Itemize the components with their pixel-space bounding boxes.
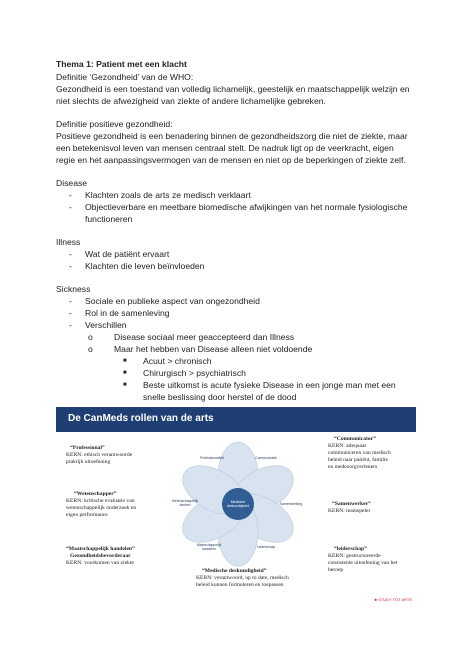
role-medische-deskundigheid: “Medische deskundigheid” KERN: verantwoord, up to date, medisch beleid kunnen formuleren en toepassen xyxy=(196,568,289,588)
square-bullet: ■ xyxy=(123,382,127,388)
petal-label-leiderschap: Leiderschap xyxy=(256,545,276,549)
role-samenwerker: “Samenwerker” KERN: teamspeler xyxy=(328,501,371,514)
petal-label-professionaliteit: Professionaliteit xyxy=(200,456,224,460)
role-leiderschap: “leiderschap” KERN: gestructureerde consistente uitoefening van het beroep xyxy=(328,546,398,573)
sickness-detail: snelle beslissing door herstel of de dood xyxy=(143,392,297,402)
sickness-detail: Chirurgisch > psychiatrisch xyxy=(143,368,246,378)
sickness-heading: Sickness xyxy=(56,284,91,294)
circle-bullet: o xyxy=(88,344,93,354)
logo-icon: ♣ xyxy=(374,597,377,602)
illness-item: Wat de patiënt ervaart xyxy=(85,249,170,259)
petal-label-maatschappelijk: Maatschappelijk handelen xyxy=(196,543,222,551)
petal-label-wetenschap: Wetenschappelijk denken xyxy=(171,499,199,507)
sickness-subitem: Maar het hebben van Disease alleen niet voldoende xyxy=(114,344,313,354)
dash-bullet: - xyxy=(69,261,72,271)
logo-text: STUDY TOT ARTS xyxy=(378,597,412,602)
canmeds-figure xyxy=(56,407,416,611)
petal-label-samenwerking: Samenwerking xyxy=(279,502,303,506)
page-title: Thema 1: Patient met een klacht xyxy=(56,59,187,69)
disease-item: functioneren xyxy=(85,214,133,224)
dash-bullet: - xyxy=(69,308,72,318)
role-communicator: “Communicator” KERN: adequaat communiceren van medisch beleid naar patiënt, familie en medezorgverleners xyxy=(328,436,391,470)
sickness-item: Verschillen xyxy=(85,320,127,330)
who-definition-line: Gezondheid is een toestand van volledig lichamelijk, geestelijk en maatschappelijk welzijn en xyxy=(56,84,410,94)
dash-bullet: - xyxy=(69,249,72,259)
who-definition-line: niet slechts de afwezigheid van ziekte of andere lichamelijke gebreken. xyxy=(56,96,326,106)
dash-bullet: - xyxy=(69,202,72,212)
who-definition-label: Definitie ‘Gezondheid’ van de WHO: xyxy=(56,72,194,82)
study-logo xyxy=(374,597,412,602)
figure-header xyxy=(56,407,416,432)
sickness-subitem: Disease sociaal meer geaccepteerd dan Illness xyxy=(114,332,295,342)
positive-health-line: Positieve gezondheid is een benadering binnen de gezondheidszorg die niet de ziekte, maar xyxy=(56,131,408,141)
role-professional: “Professional” KERN: ethisch verantwoorde praktijk uitoefening xyxy=(66,445,133,465)
square-bullet: ■ xyxy=(123,358,127,364)
circle-bullet: o xyxy=(88,332,93,342)
disease-item: Objectieverbare en meetbare biomedische afwijkingen van het normale fysiologische xyxy=(85,202,408,212)
illness-item: Klachten die leven beïnvloeden xyxy=(85,261,205,271)
dash-bullet: - xyxy=(69,296,72,306)
sickness-item: Rol in de samenleving xyxy=(85,308,170,318)
sickness-detail: Acuut > chronisch xyxy=(143,356,212,366)
positive-health-label: Definitie positieve gezondheid: xyxy=(56,119,173,129)
role-maatschappelijk: “Maatschappelijk handelen” Gezondheidsbevorderaar KERN: voorkomen van ziekte xyxy=(66,546,135,566)
flower-center-label: Medische deskundigheid xyxy=(227,500,249,508)
positive-health-line: regie en het aanpassingsvermogen van de mensen en niet op de beperkingen of ziekte zelf. xyxy=(56,155,406,165)
dash-bullet: - xyxy=(69,190,72,200)
sickness-detail: Beste uitkomst is acute fysieke Disease in een jonge man met een xyxy=(143,380,396,390)
illness-heading: Illness xyxy=(56,237,81,247)
petal-label-communicatie: Communicatie xyxy=(255,456,277,460)
figure-title: De CanMeds rollen van de arts xyxy=(68,413,214,424)
disease-heading: Disease xyxy=(56,178,88,188)
dash-bullet: - xyxy=(69,320,72,330)
positive-health-line: een betekenisvol leven van mensen centraal stelt. De nadruk ligt op de veerkracht, eigen xyxy=(56,143,394,153)
sickness-item: Sociale en publieke aspect van ongezondheid xyxy=(85,296,260,306)
disease-item: Klachten zoals de arts ze medisch verklaart xyxy=(85,190,251,200)
square-bullet: ■ xyxy=(123,370,127,376)
role-wetenschapper: “Wetenschapper” KERN: kritische evaluatie van wetenschappelijk onderzoek en eigen performance xyxy=(66,491,137,518)
